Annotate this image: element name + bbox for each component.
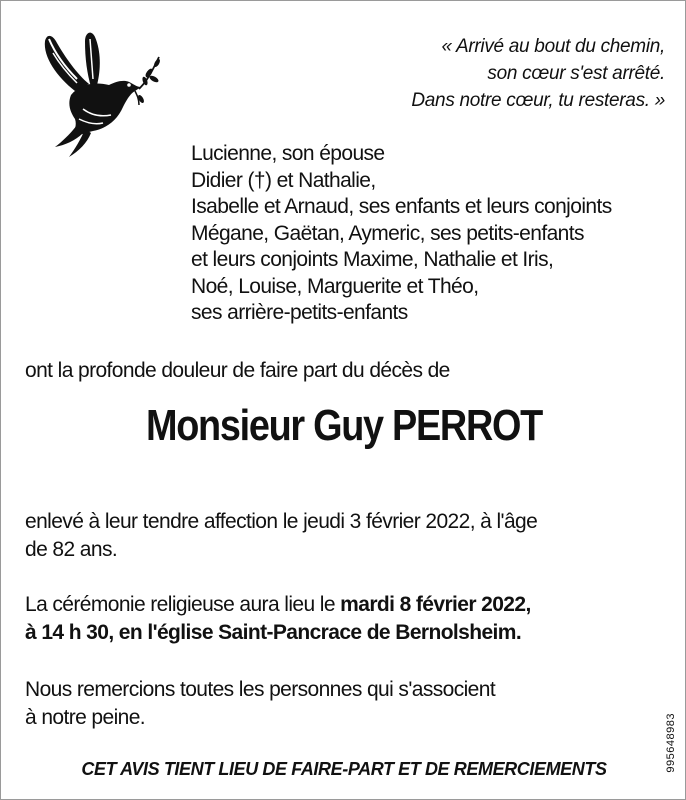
- footer-notice: CET AVIS TIENT LIEU DE FAIRE-PART ET DE REMERCIEMENTS: [81, 759, 607, 779]
- family-line: Mégane, Gaëtan, Aymeric, ses petits-enfants: [191, 221, 584, 245]
- announcement-text: ont la profonde douleur de faire part du décès de: [25, 359, 450, 382]
- family-line: Didier (†) et Nathalie,: [191, 168, 376, 192]
- thanks-line-1: Nous remercions toutes les personnes qui s'associent: [25, 678, 496, 701]
- quote-line: Dans notre cœur, tu resteras. »: [411, 90, 665, 111]
- family-line: ses arrière-petits-enfants: [191, 301, 408, 324]
- family-line: Isabelle et Arnaud, ses enfants et leurs conjoints: [191, 195, 612, 218]
- ceremony-time-place: à 14 h 30, en l'église Saint-Pancrace de Bernolsheim.: [25, 621, 522, 644]
- ceremony-line-2: [25, 619, 531, 647]
- dove-with-olive-branch-icon: [31, 29, 161, 159]
- thanks-paragraph: [25, 676, 495, 732]
- quote-line: « Arrivé au bout du chemin,: [441, 36, 665, 57]
- passing-line-1: enlevé à leur tendre affection le jeudi 3 février 2022, à l'âge: [25, 510, 538, 533]
- deceased-name: Monsieur Guy PERROT: [145, 401, 542, 450]
- ceremony-line-1: [25, 591, 531, 619]
- quote-line: son cœur s'est arrêté.: [487, 63, 665, 84]
- family-line: Noé, Louise, Marguerite et Théo,: [191, 274, 479, 298]
- ceremony-date: mardi 8 février 2022,: [340, 593, 531, 616]
- ceremony-intro: La cérémonie religieuse aura lieu le: [25, 593, 341, 616]
- family-list: [191, 141, 612, 327]
- passing-line-2: de 82 ans.: [25, 538, 118, 561]
- passing-paragraph: [25, 508, 537, 564]
- family-line: Lucienne, son épouse: [191, 142, 385, 165]
- family-line: et leurs conjoints Maxime, Nathalie et Iris,: [191, 248, 554, 271]
- thanks-line-2: à notre peine.: [25, 706, 146, 729]
- ceremony-paragraph: [25, 591, 531, 647]
- reference-number: 995648983: [665, 713, 677, 773]
- epitaph-quote: [411, 33, 665, 114]
